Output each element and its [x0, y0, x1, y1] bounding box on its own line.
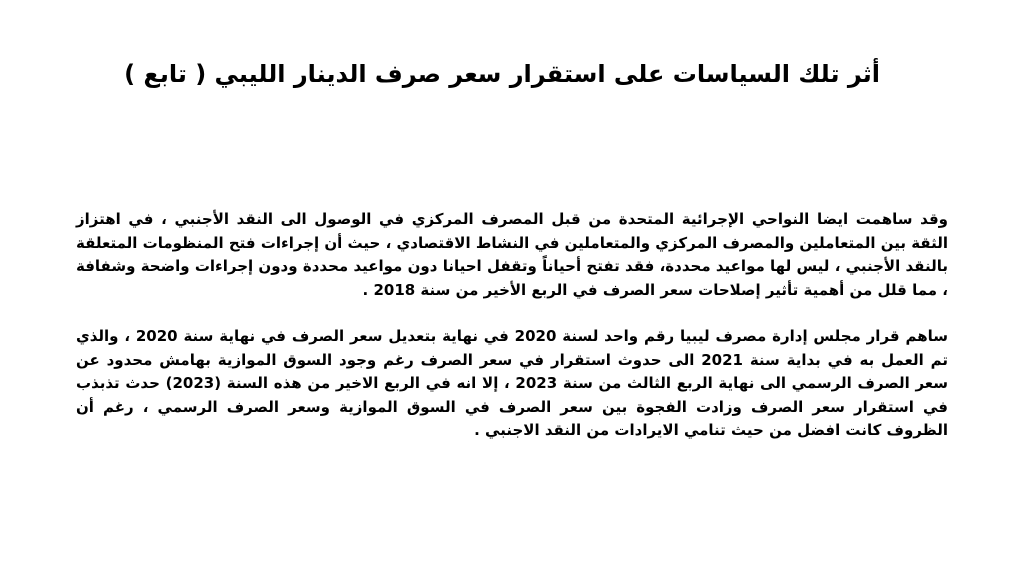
- slide-body: [76, 208, 948, 443]
- slide-title: أثر تلك السياسات على استقرار سعر صرف الدينار الليبي ( تابع ): [124, 60, 880, 88]
- paragraph-exchange-rate-decision: ساهم قرار مجلس إدارة مصرف ليبيا رقم واحد لسنة 2020 في نهاية بتعديل سعر الصرف في نهاية سنة 2020 ، والذي تم العمل به في بداية سنة 2021 الى حدوث استقرار في سعر الصرف رغم وجود السوق الموازية بهامش محدود عن سعر الصرف الرسمي الى نهاية الربع الثالث من سنة 2023 ، إلا انه في الربع الاخير من هذه السنة (2023) حدث تذبذب في استقرار سعر الصرف وزادت الفجوة بين سعر الصرف في السوق الموازية وسعر الصرف الرسمي ، رغم أن الظروف كانت افضل من حيث تنامي الايرادات من النقد الاجنبي .: [76, 327, 948, 439]
- paragraph-exchange-procedures: وقد ساهمت ايضا النواحي الإجرائية المتحدة من قبل المصرف المركزي في الوصول الى النقد الأجنبي ، في اهتزاز الثقة بين المتعاملين والمصرف المركزي والمتعاملين في النشاط الاقتصادي ، حيث أن إجراءات فتح المنظومات المتعلقة بالنقد الأجنبي ، ليس لها مواعيد محددة، فقد تفتح أحياناً وتقفل احيانا دون مواعيد محددة ودون إجراءات واضحة وشفافة ، مما قلل من أهمية تأثير إصلاحات سعر الصرف في الربع الأخير من سنة 2018 .: [76, 210, 948, 299]
